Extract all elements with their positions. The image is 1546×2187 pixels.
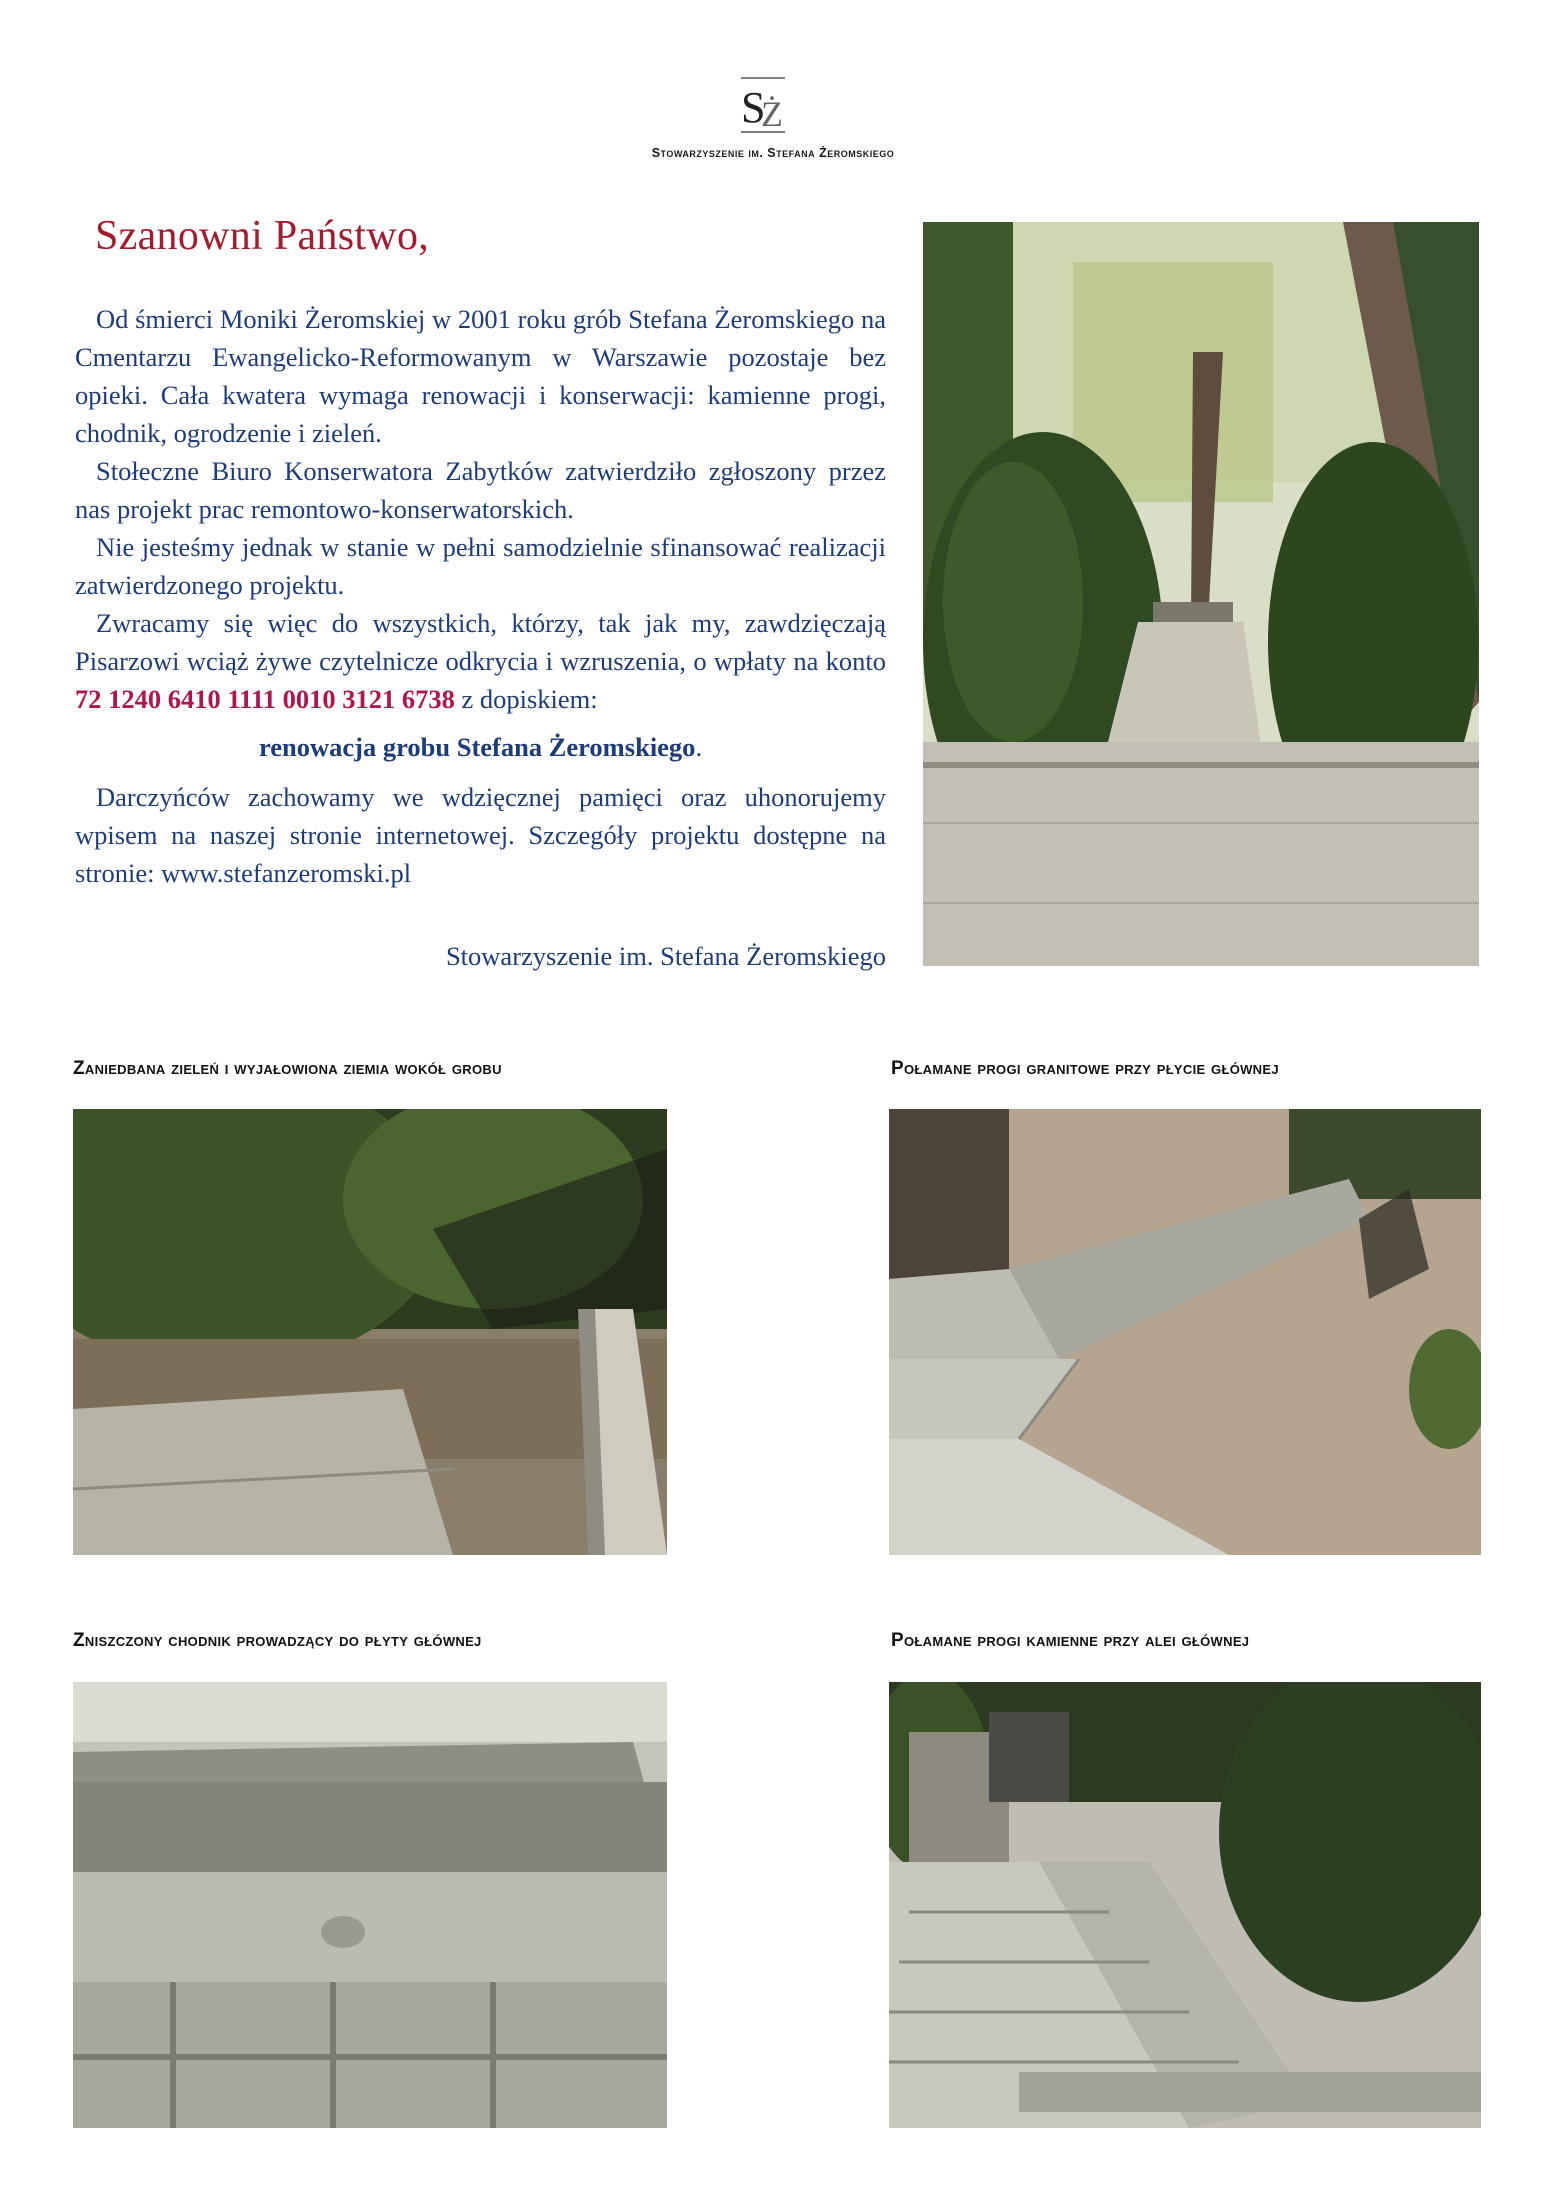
paragraph-4-end: z dopiskiem: xyxy=(454,684,598,714)
photo-damaged-walkway xyxy=(73,1682,667,2128)
caption-broken-stone-thresholds: Połamane progi kamienne przy alei głównej xyxy=(891,1630,1250,1651)
caption-broken-granite-thresholds: Połamane progi granitowe przy płycie głównej xyxy=(891,1058,1279,1079)
paragraph-5: Darczyńców zachowamy we wdzięcznej pamięci oraz uhonorujemy wpisem na naszej stronie internetowej. Szczegóły projektu dostępne na stronie: www.stefanzeromski.pl xyxy=(75,782,886,888)
association-name: Stowarzyszenie im. Stefana Żeromskiego xyxy=(651,146,895,160)
photo-broken-granite-thresholds xyxy=(889,1109,1481,1555)
transfer-title-line xyxy=(75,728,886,766)
signature: Stowarzyszenie im. Stefana Żeromskiego xyxy=(445,941,886,971)
association-logo xyxy=(737,76,789,134)
caption-neglected-greenery: Zaniedbana zieleń i wyjałowiona ziemia wokół grobu xyxy=(73,1058,502,1079)
caption-damaged-walkway: Zniszczony chodnik prowadzący do płyty głównej xyxy=(73,1630,482,1651)
photo-broken-stone-thresholds xyxy=(889,1682,1481,2128)
bank-account-number: 72 1240 6410 1111 0010 3121 6738 xyxy=(75,684,455,714)
transfer-title-period: . xyxy=(695,732,703,762)
salutation-heading: Szanowni Państwo, xyxy=(95,213,430,259)
transfer-title: renowacja grobu Stefana Żeromskiego xyxy=(258,732,696,762)
paragraph-3: Nie jesteśmy jednak w stanie w pełni samodzielnie sfinansować realizacji zatwierdzonego projektu. xyxy=(75,532,886,600)
svg-text:S: S xyxy=(741,83,766,132)
photo-grave-alley xyxy=(923,222,1479,966)
paragraph-4 xyxy=(75,604,886,718)
svg-text:Ż: Ż xyxy=(761,94,783,134)
paragraph-4-text: Zwracamy się więc do wszystkich, którzy, tak jak my, zawdzięczają Pisarzowi wciąż żywe czytelnicze odkrycia i wzruszenia, o wpłaty na konto xyxy=(75,608,886,676)
photo-neglected-greenery xyxy=(73,1109,667,1555)
paragraph-2: Stołeczne Biuro Konserwatora Zabytków zatwierdziło zgłoszony przez nas projekt prac remontowo-konserwatorskich. xyxy=(75,456,886,524)
paragraph-1: Od śmierci Moniki Żeromskiej w 2001 roku grób Stefana Żeromskiego na Cmentarzu Ewangelicko-Reformowanym w Warszawie pozostaje bez opieki. Cała kwatera wymaga renowacji i konserwacji: kamienne progi, chodnik, ogrodzenie i zieleń. xyxy=(75,304,886,448)
letter-body xyxy=(75,300,886,892)
